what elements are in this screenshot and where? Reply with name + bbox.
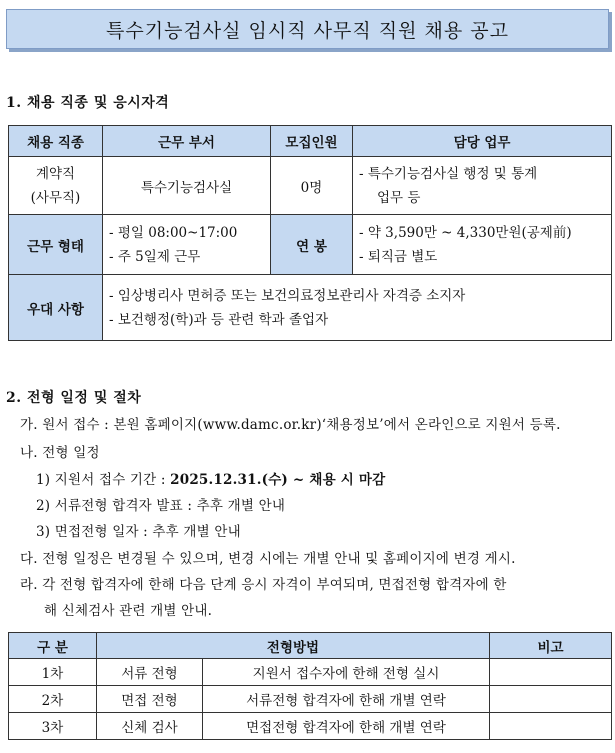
header-duty: 담당 업무 xyxy=(353,126,612,157)
stage-cell: 2차 xyxy=(9,686,97,713)
header-dept: 근무 부서 xyxy=(103,126,271,157)
type-cell: 서류 전형 xyxy=(97,659,203,686)
note-cell xyxy=(490,713,612,740)
page-title: 특수기능검사실 임시직 사무직 직원 채용 공고 xyxy=(6,9,609,49)
table-row xyxy=(9,713,612,740)
job-type-cell xyxy=(9,157,103,215)
desc-cell: 서류전형 합격자에 한해 개별 연락 xyxy=(203,686,490,713)
recruitment-table xyxy=(8,125,612,341)
step-ra-line1: 라. 각 전형 합격자에 한해 다음 단계 응시 자격이 부여되며, 면접전형 합격자에 한 xyxy=(20,577,507,593)
duty-cell xyxy=(353,157,612,215)
section1-heading: 1. 채용 직종 및 응시자격 xyxy=(6,95,170,111)
count-cell: 0명 xyxy=(271,157,353,215)
work-hours-cell xyxy=(103,215,271,275)
schedule-item2: 2) 서류전형 합격자 발표 : 추후 개별 안내 xyxy=(36,498,286,514)
table-row xyxy=(9,659,612,686)
desc-cell: 지원서 접수자에 한해 전형 실시 xyxy=(203,659,490,686)
stage-cell: 3차 xyxy=(9,713,97,740)
step-na: 나. 전형 일정 xyxy=(20,445,100,461)
type-cell: 면접 전형 xyxy=(97,686,203,713)
desc-cell: 면접전형 합격자에 한해 개별 연락 xyxy=(203,713,490,740)
schedule-item1-deadline: 2025.12.31.(수) ~ 채용 시 마감 xyxy=(170,472,386,488)
work-hours-line1: - 평일 08:00~17:00 xyxy=(109,224,238,241)
duty-line1: - 특수기능검사실 행정 및 통계 xyxy=(359,165,538,182)
preference-label: 우대 사항 xyxy=(9,275,103,341)
stage-cell: 1차 xyxy=(9,659,97,686)
dept-cell: 특수기능검사실 xyxy=(103,157,271,215)
type-cell: 신체 검사 xyxy=(97,713,203,740)
duty-line2: 업무 등 xyxy=(377,189,421,206)
job-type-line1: 계약직 xyxy=(35,165,76,182)
header-note: 비고 xyxy=(490,633,612,659)
work-hours-line2: - 주 5일제 근무 xyxy=(109,248,201,265)
preference-line1: - 임상병리사 면허증 또는 보건의료정보관리사 자격증 소지자 xyxy=(109,287,466,304)
header-count: 모집인원 xyxy=(271,126,353,157)
salary-cell xyxy=(353,215,612,275)
preference-line2: - 보건행정(학)과 등 관련 학과 졸업자 xyxy=(109,311,329,328)
step-da: 다. 전형 일정은 변경될 수 있으며, 변경 시에는 개별 안내 및 홈페이지에 변경 게시. xyxy=(20,551,516,567)
header-job: 채용 직종 xyxy=(9,126,103,157)
header-stage: 구 분 xyxy=(9,633,97,659)
selection-process-table xyxy=(8,632,612,740)
salary-line2: - 퇴직금 별도 xyxy=(359,248,438,265)
work-type-label: 근무 형태 xyxy=(9,215,103,275)
step-ga: 가. 원서 접수 : 본원 홈페이지(www.damc.or.kr)‘채용정보’에서 온라인으로 지원서 등록. xyxy=(20,417,561,433)
salary-label: 연 봉 xyxy=(271,215,353,275)
step-ra-line2: 해 신체검사 관련 개별 안내. xyxy=(44,603,213,619)
salary-line1: - 약 3,590만 ~ 4,330만원(공제前) xyxy=(359,224,572,241)
table-row xyxy=(9,686,612,713)
header-method: 전형방법 xyxy=(97,633,490,659)
note-cell xyxy=(490,659,612,686)
note-cell xyxy=(490,686,612,713)
job-type-line2: (사무직) xyxy=(30,189,81,206)
preference-cell xyxy=(103,275,612,341)
schedule-item1-prefix: 1) 지원서 접수 기간 : xyxy=(36,472,171,488)
schedule-item3: 3) 면접전형 일자 : 추후 개별 안내 xyxy=(36,524,241,540)
schedule-item1 xyxy=(36,468,385,488)
section2-heading: 2. 전형 일정 및 절차 xyxy=(6,390,142,406)
